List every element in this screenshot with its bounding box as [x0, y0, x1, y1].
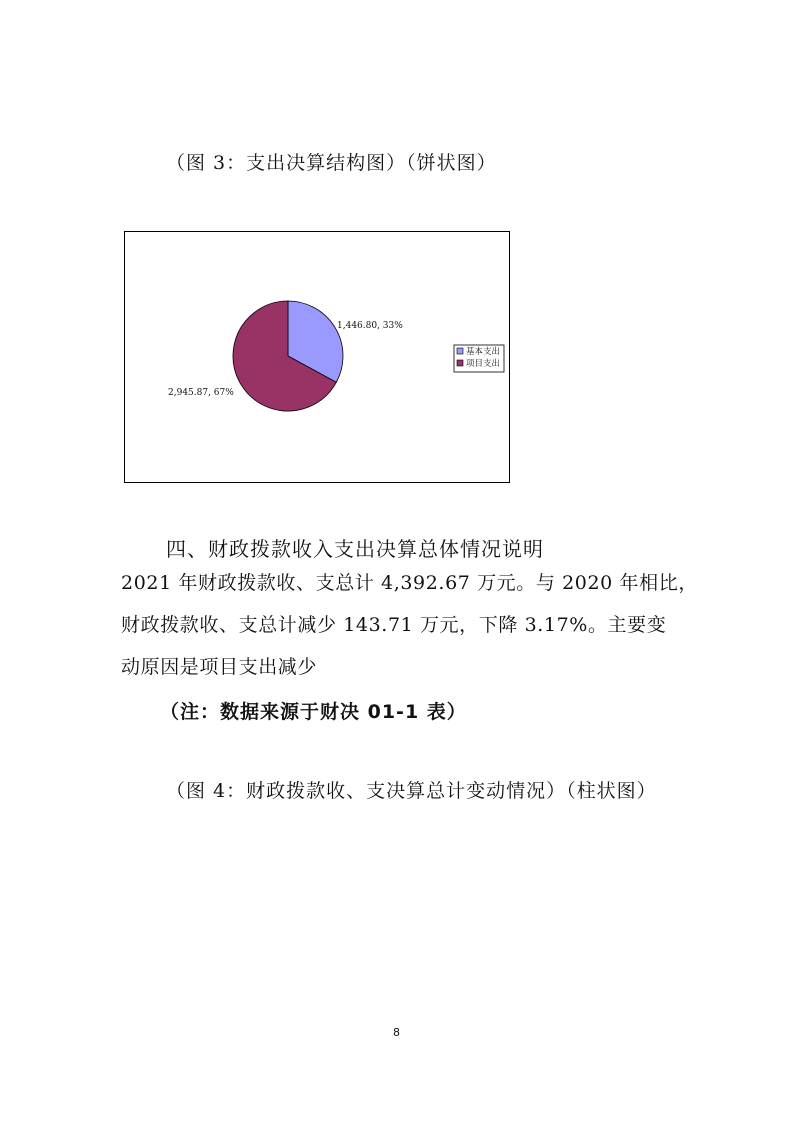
figure-4-caption: （图 4：财政拨款收、支决算总计变动情况）（柱状图） [166, 780, 657, 802]
body-text-line-1: 2021 年财政拨款收、支总计 4,392.67 万元。与 2020 年相比， [121, 572, 698, 594]
legend-swatch-2 [457, 360, 463, 366]
pie-chart [124, 231, 510, 483]
pie-data-label-1: 1,446.80, 33% [337, 321, 403, 331]
pie-data-label-2: 2,945.87, 67% [168, 388, 234, 398]
pie-chart-canvas [125, 232, 511, 484]
legend-swatch-1 [457, 348, 463, 354]
body-text-line-2: 财政拨款收、支总计减少 143.71 万元，下降 3.17%。主要变 [121, 614, 667, 636]
page-number: 8 [393, 1026, 400, 1039]
legend-label-1: 基本支出 [466, 347, 501, 357]
legend-label-2: 项目支出 [466, 359, 501, 369]
body-text-line-3: 动原因是项目支出减少 [121, 656, 318, 678]
figure-3-caption: （图 3：支出决算结构图）（饼状图） [166, 152, 497, 174]
data-source-note: （注：数据来源于财决 01-1 表） [160, 701, 467, 723]
section-heading: 四、财政拨款收入支出决算总体情况说明 [166, 537, 544, 561]
